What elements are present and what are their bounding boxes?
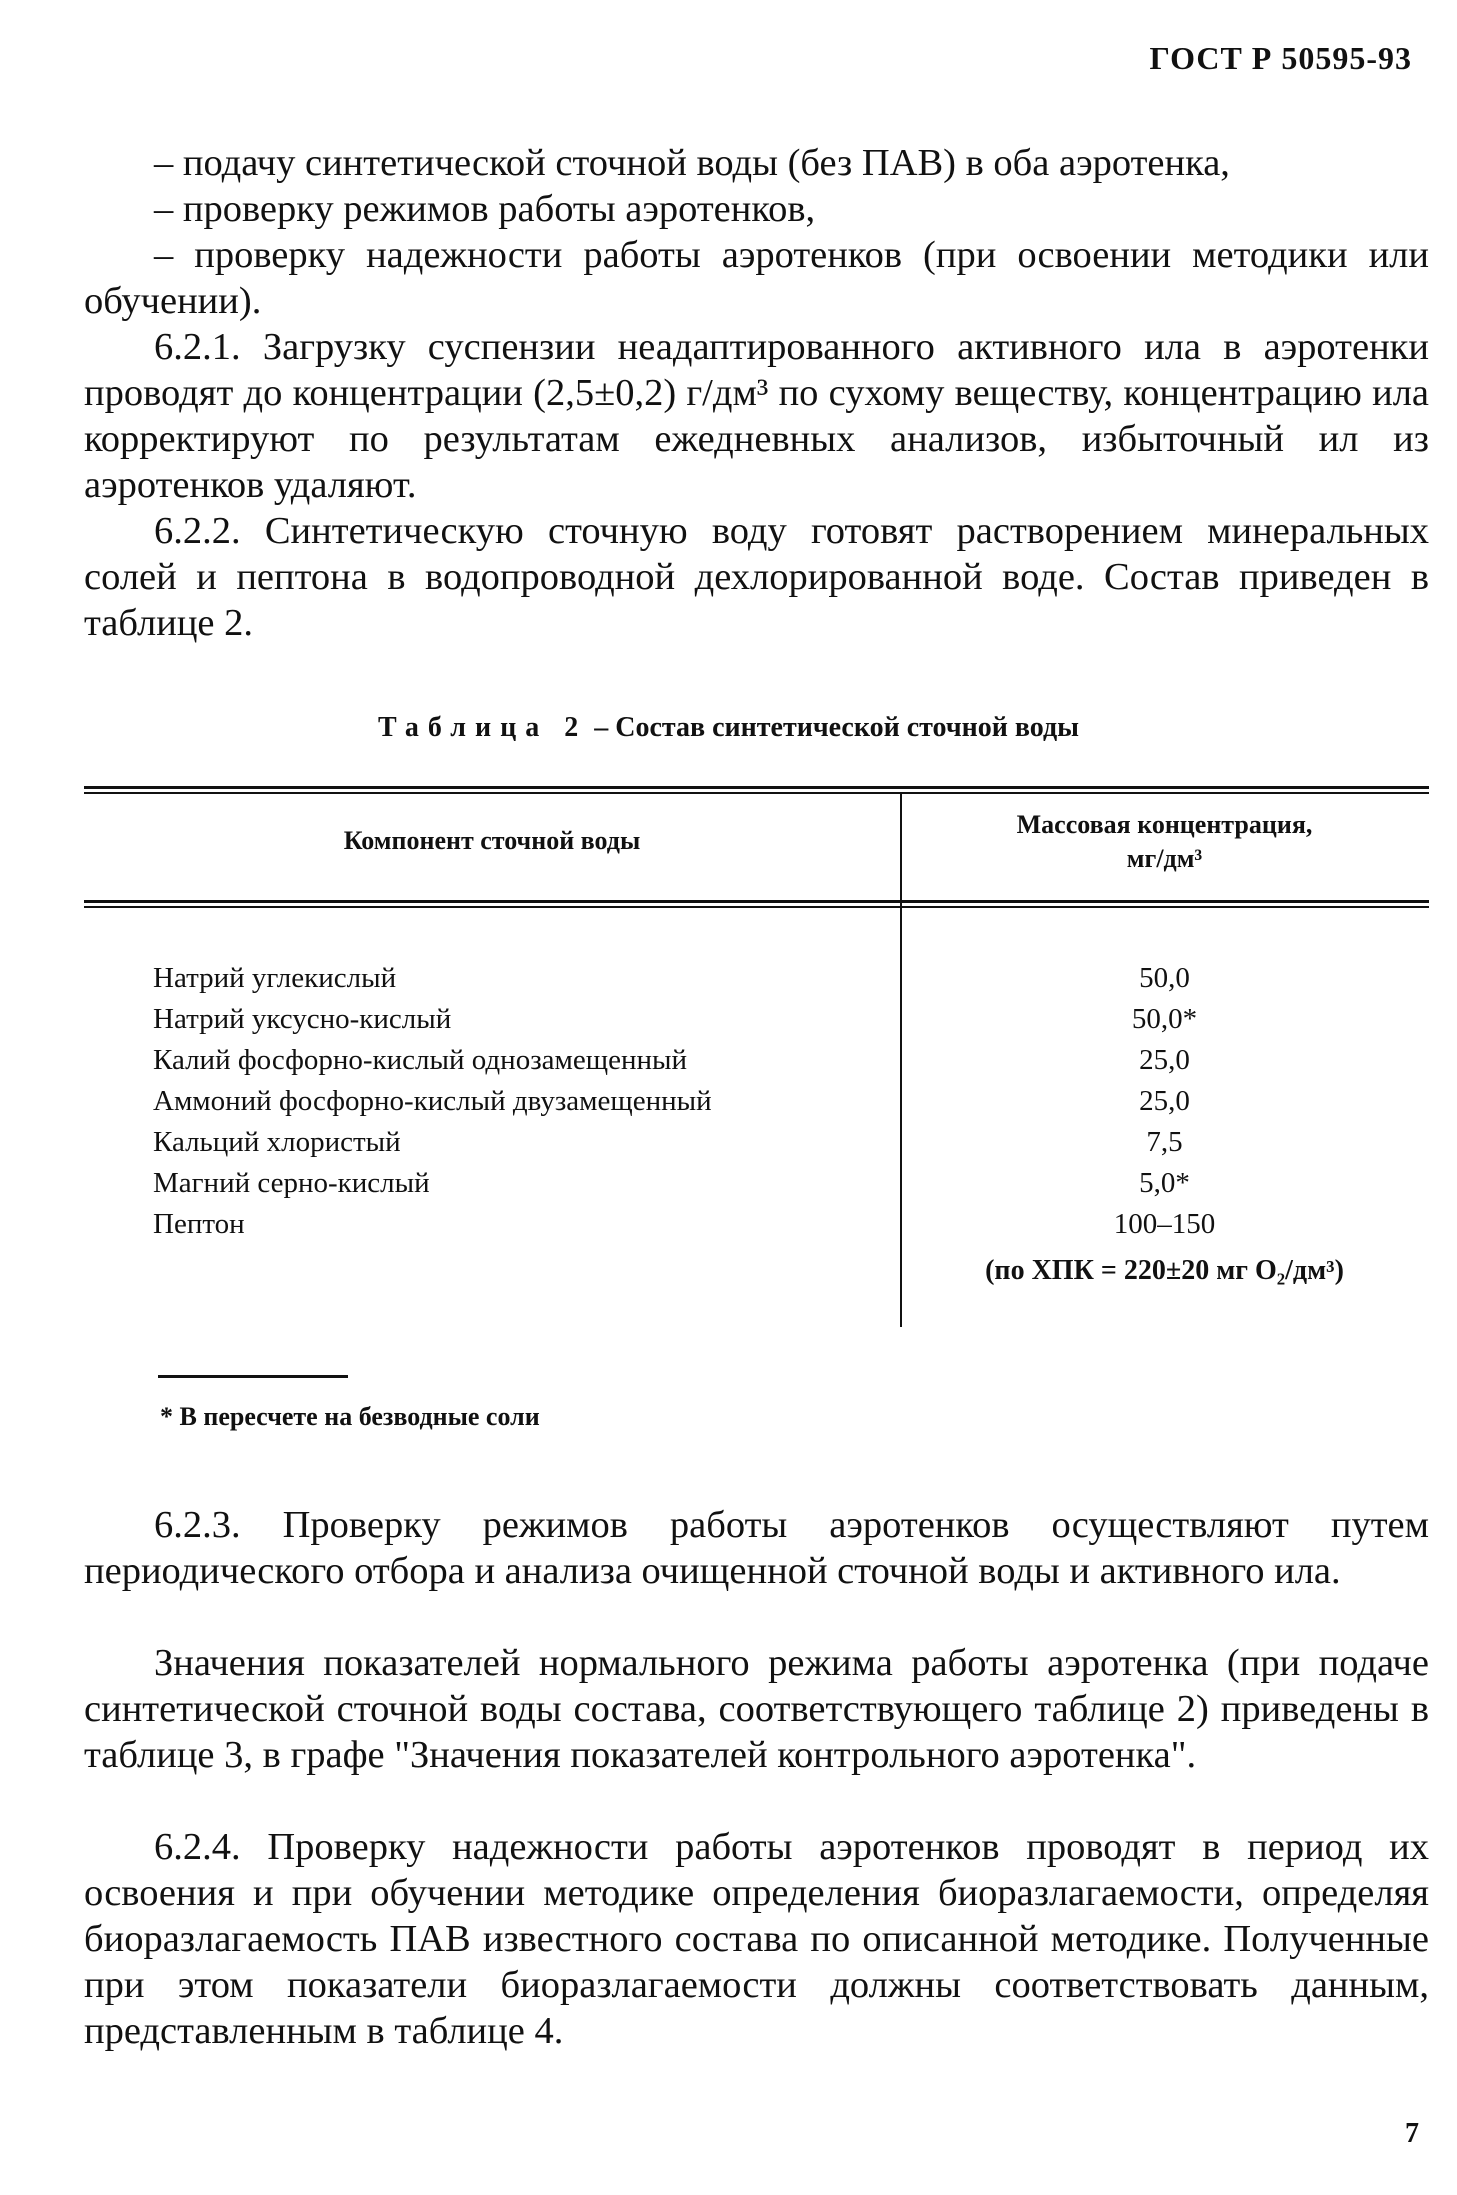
table-row-value: 25,0: [1139, 1044, 1190, 1076]
list-item-synthetic-water: – подачу синтетической сточной воды (без ПАВ) в оба аэротенка,: [154, 142, 1230, 184]
paragraph-6-2-3: 6.2.3. Проверку режимов работы аэротенков осуществляют путем периодического отбора и анализа очищенной сточной воды и активного ила.: [84, 1504, 1429, 1592]
table-row-value: 100–150: [1113, 1208, 1216, 1240]
document-code-header: ГОСТ Р 50595-93: [1149, 40, 1412, 76]
list-item-check-reliability: – проверку надежности работы аэротенков (при освоении методики или обучении).: [84, 234, 1429, 322]
paragraph-6-2-4: 6.2.4. Проверку надежности работы аэротенков проводят в период их освоения и при обучении методике определения биоразлагаемости, определяя биоразлагаемость ПАВ известного состава по описанной методике. Полученные при этом показатели биоразлагаемости должны соответствовать данным, представленным в таблице 4.: [84, 1826, 1429, 2052]
table-row-name: Аммоний фосфорно-кислый двузамещенный: [153, 1085, 712, 1117]
footnote-rule: [158, 1375, 348, 1378]
page-number: 7: [1405, 2118, 1419, 2149]
table-row-name: Кальций хлористый: [153, 1126, 401, 1158]
table-header-concentration-line1: Массовая концентрация,: [1016, 810, 1313, 839]
table-row-value: 25,0: [1139, 1085, 1190, 1117]
table-row-name: Калий фосфорно-кислый однозамещенный: [153, 1044, 687, 1076]
table-row-value: 7,5: [1146, 1126, 1183, 1158]
table-row-value: 5,0*: [1139, 1167, 1190, 1199]
paragraph-6-2-2: 6.2.2. Синтетическую сточную воду готовят растворением минеральных солей и пептона в водопроводной дехлорированной воде. Состав приведен в таблице 2.: [84, 510, 1429, 644]
table-row-name: Натрий уксусно-кислый: [153, 1003, 452, 1035]
table-row-name: Пептон: [153, 1208, 245, 1240]
table-row-value: 50,0*: [1131, 1003, 1198, 1035]
table-row-value: 50,0: [1139, 962, 1190, 994]
table-row-name: Натрий углекислый: [153, 962, 397, 994]
footnote: * В пересчете на безводные соли: [160, 1402, 540, 1431]
table-header-concentration: [900, 808, 1429, 876]
table-caption: [0, 712, 1457, 744]
table-top-rule: [84, 786, 1429, 789]
table-top-rule-inner: [84, 792, 1429, 794]
table-row-extra-value: (по ХПК = 220±20 мг O₂/дм³): [985, 1255, 1344, 1286]
table-header-rule-inner: [84, 906, 1429, 908]
table-header-rule: [84, 900, 1429, 903]
table-caption-prefix: Таблица 2: [377, 712, 588, 743]
table-header-component: Компонент сточной воды: [343, 826, 641, 855]
paragraph-6-2-1: 6.2.1. Загрузку суспензии неадаптированного активного ила в аэротенки проводят до концентрации (2,5±0,2) г/дм³ по сухому веществу, концентрацию ила корректируют по результатам ежедневных анализов, избыточный ил из аэротенков удаляют.: [84, 326, 1429, 506]
table-caption-text: – Состав синтетической сточной воды: [587, 712, 1080, 743]
list-item-check-modes: – проверку режимов работы аэротенков,: [154, 188, 816, 230]
table-header-concentration-line2: мг/дм³: [1126, 844, 1203, 873]
table-row-name: Магний серно-кислый: [153, 1167, 430, 1199]
paragraph-normal-mode-values: Значения показателей нормального режима работы аэротенка (при подаче синтетической сточной воды состава, соответствующего таблице 2) приведены в таблице 3, в графе "Значения показателей контрольного аэротенка".: [84, 1642, 1429, 1776]
